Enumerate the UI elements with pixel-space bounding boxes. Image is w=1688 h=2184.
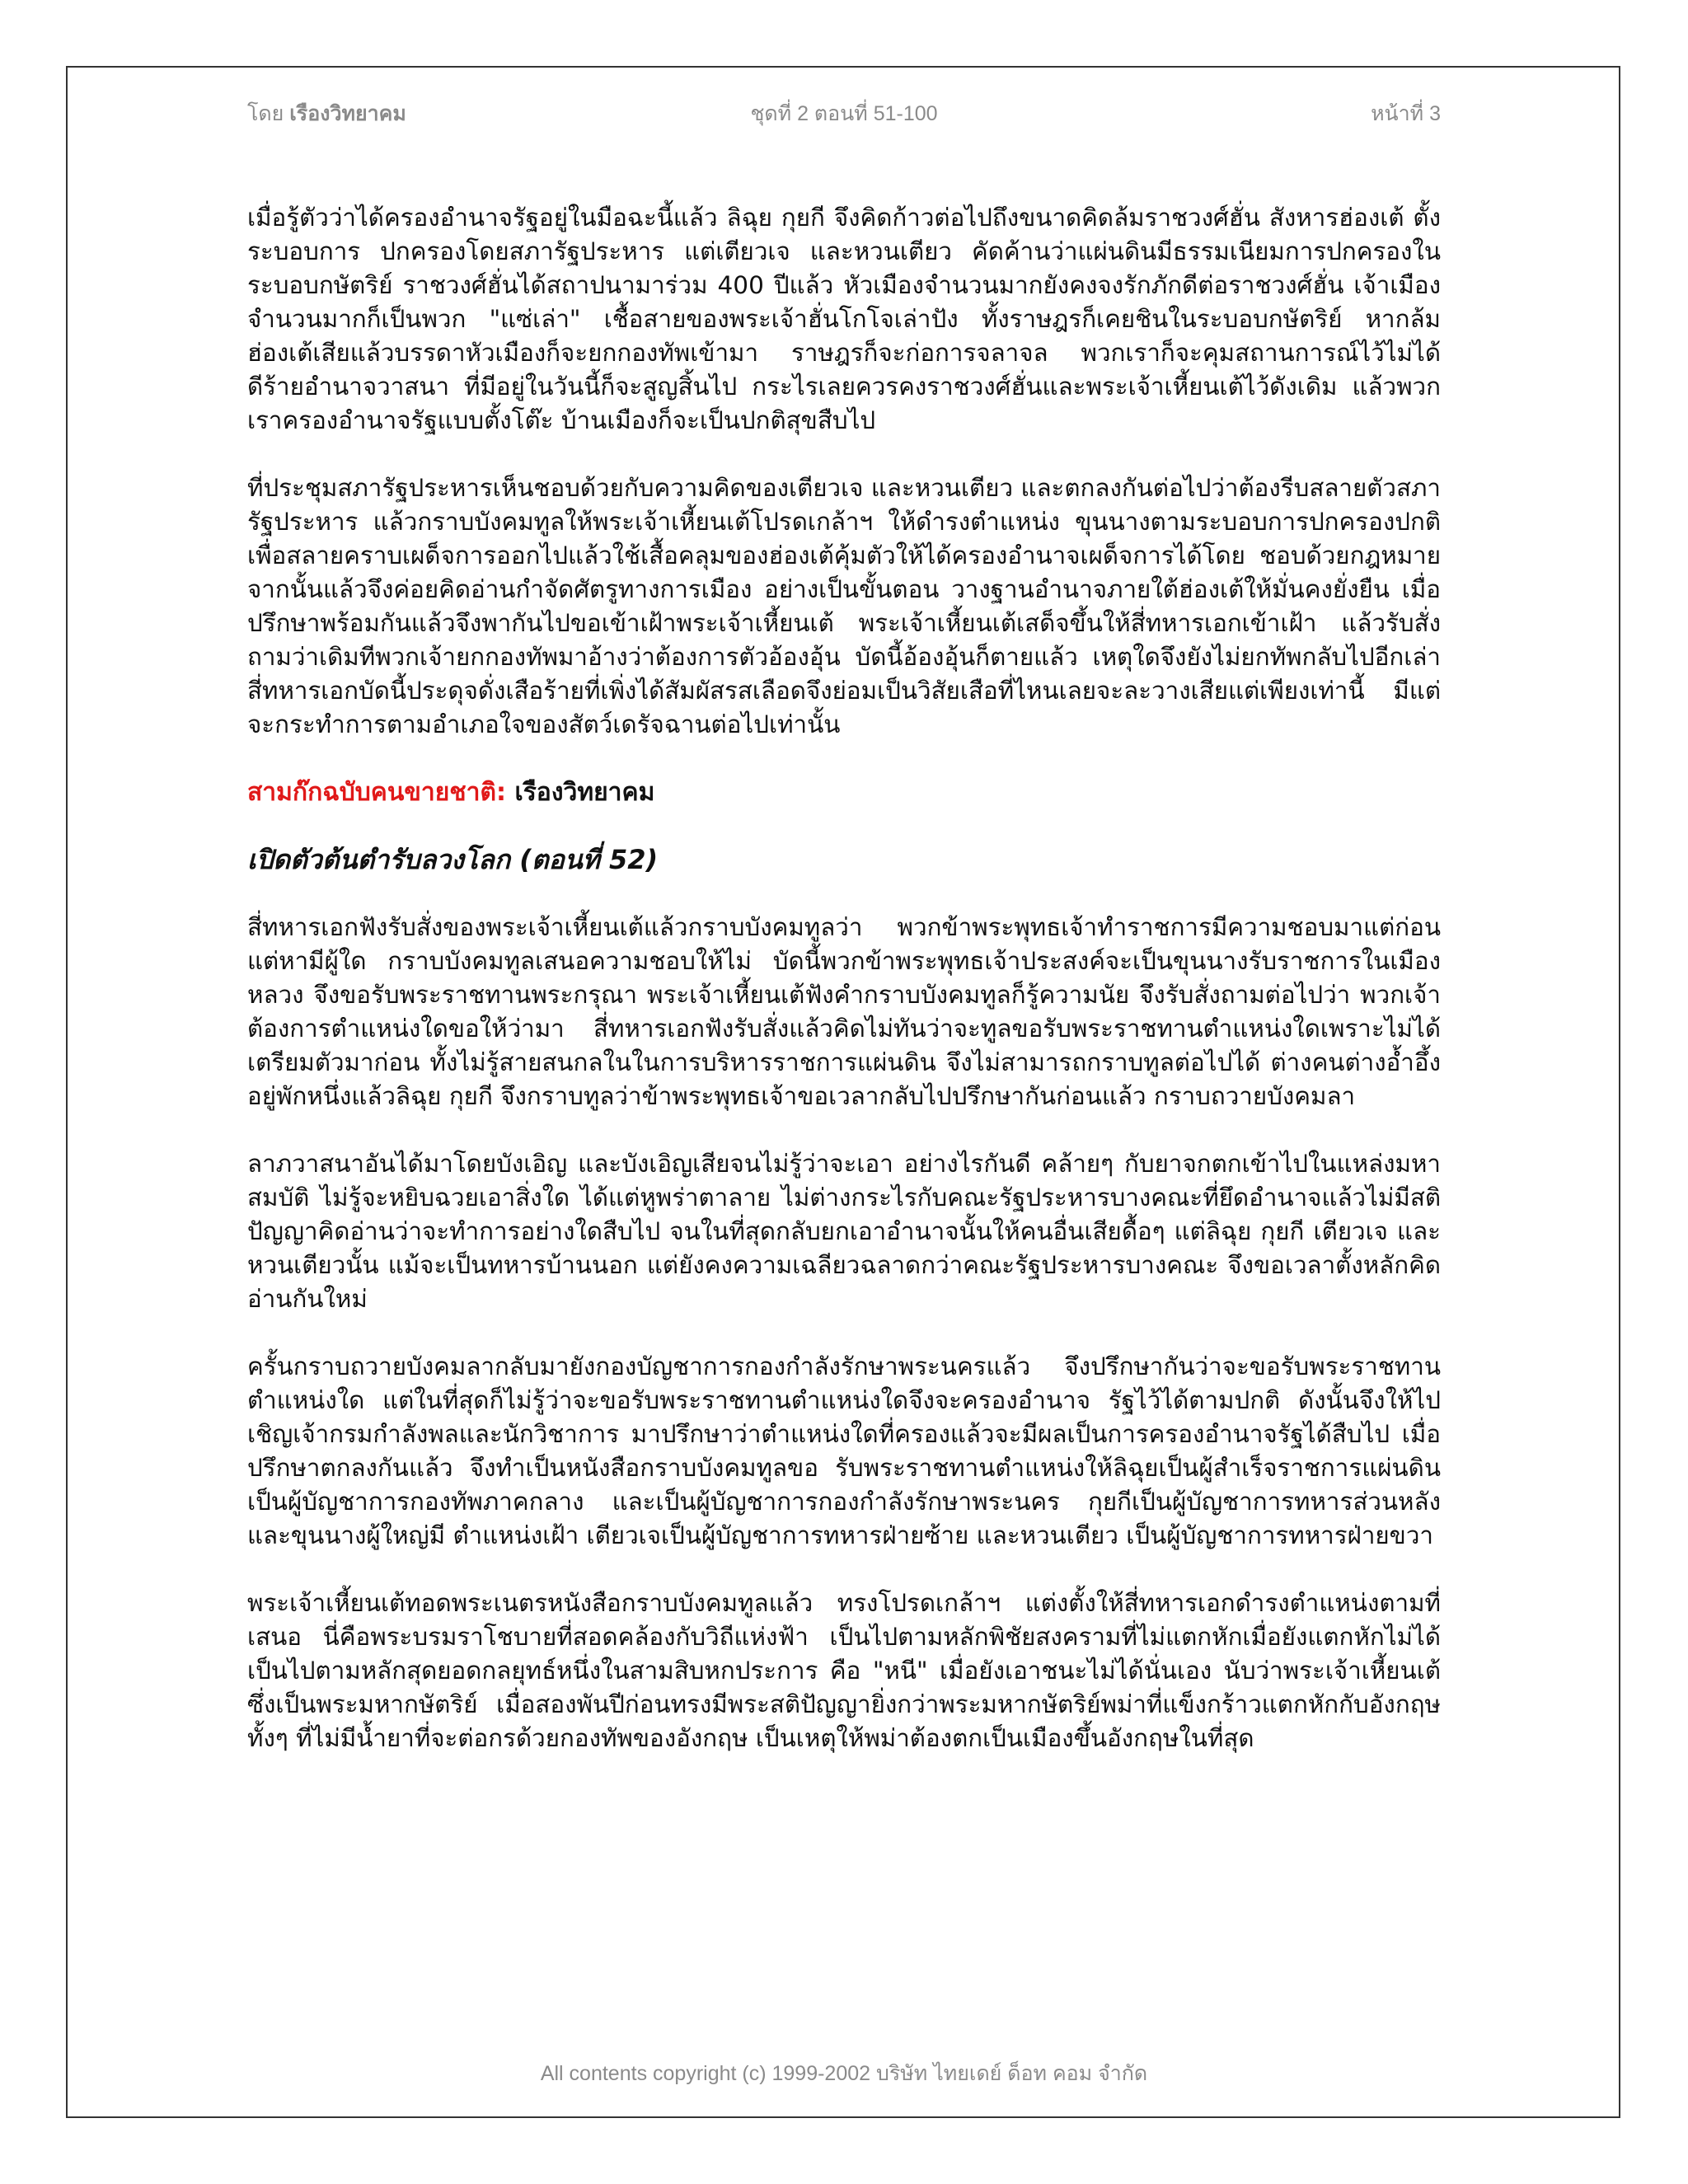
paragraph: พระเจ้าเหี้ยนเต้ทอดพระเนตรหนังสือกราบบังคมทูลแล้ว ทรงโปรดเกล้าฯ แต่งตั้งให้สี่ทหารเอกดำรงตำแหน่งตามที่เสนอ นี่คือพระบรมราโชบายที่สอดคล้องกับวิถีแห่งฟ้า เป็นไปตามหลักพิชัยสงครามที่ไม่แตกหักเมื่อยังแตกหักไม่ได้ เป็นไปตามหลักสุดยอดกลยุทธ์หนึ่งในสามสิบหกประการ คือ "หนี" เมื่อยังเอาชนะไม่ได้นั่นเอง นับว่าพระเจ้าเหี้ยนเต้ซึ่งเป็นพระมหากษัตริย์ เมื่อสองพันปีก่อนทรงมีพระสติปัญญายิ่งกว่าพระมหากษัตริย์พม่าที่แข็งกร้าวแตกหักกับอังกฤษ ทั้งๆ ที่ไม่มีน้ำยาที่จะต่อกรด้วยกองทัพของอังกฤษ เป็นเหตุให้พม่าต้องตกเป็นเมืองขึ้นอังกฤษในที่สุด bbox=[247, 1589, 1441, 1752]
paragraph: สี่ทหารเอกฟังรับสั่งของพระเจ้าเหี้ยนเต้แล้วกราบบังคมทูลว่า พวกข้าพระพุทธเจ้าทำราชการมีความชอบมาแต่ก่อน แต่หามีผู้ใด กราบบังคมทูลเสนอความชอบให้ไม่ บัดนี้พวกข้าพระพุทธเจ้าประสงค์จะเป็นขุนนางรับราชการในเมืองหลวง จึงขอรับพระราชทานพระกรุณา พระเจ้าเหี้ยนเต้ฟังคำกราบบังคมทูลก็รู้ความนัย จึงรับสั่งถามต่อไปว่า พวกเจ้าต้องการตำแหน่งใดขอให้ว่ามา สี่ทหารเอกฟังรับสั่งแล้วคิดไม่ทันว่าจะทูลขอรับพระราชทานตำแหน่งใดเพราะไม่ได้ เตรียมตัวมาก่อน ทั้งไม่รู้สายสนกลในในการบริหารราชการแผ่นดิน จึงไม่สามารถกราบทูลต่อไปได้ ต่างคนต่างอ้ำอึ้งอยู่พักหนึ่งแล้วลิฉุย กุยกี จึงกราบทูลว่าข้าพระพุทธเจ้าขอเวลากลับไปปรึกษากันก่อนแล้ว กราบถวายบังคมลา bbox=[247, 913, 1441, 1110]
page-header bbox=[247, 97, 1441, 130]
byline bbox=[247, 776, 1441, 809]
paragraph: ลาภวาสนาอันได้มาโดยบังเอิญ และบังเอิญเสียจนไม่รู้ว่าจะเอา อย่างไรกันดี คล้ายๆ กับยาจกตกเข้าไปในแหล่งมหาสมบัติ ไม่รู้จะหยิบฉวยเอาสิ่งใด ได้แต่หูพร่าตาลาย ไม่ต่างกระไรกับคณะรัฐประหารบางคณะที่ยึดอำนาจแล้วไม่มีสติปัญญาคิดอ่านว่าจะทำการอย่างใดสืบไป จนในที่สุดกลับยกเอาอำนาจนั้นให้คนอื่นเสียดื้อๆ แต่ลิฉุย กุยกี เตียวเจ และหวนเตียวนั้น แม้จะเป็นทหารบ้านนอก แต่ยังคงความเฉลียวฉลาดกว่าคณะรัฐประหารบางคณะ จึงขอเวลาตั้งหลักคิดอ่านกันใหม่ bbox=[247, 1150, 1441, 1313]
header-series: ชุดที่ 2 ตอนที่ 51-100 bbox=[750, 102, 938, 125]
copyright-footer: All contents copyright (c) 1999-2002 บริษัท ไทยเดย์ ด็อท คอม จำกัด bbox=[540, 2062, 1148, 2085]
paragraph: ครั้นกราบถวายบังคมลากลับมายังกองบัญชาการกองกำลังรักษาพระนครแล้ว จึงปรึกษากันว่าจะขอรับพระราชทานตำแหน่งใด แต่ในที่สุดก็ไม่รู้ว่าจะขอรับพระราชทานตำแหน่งใดจึงจะครองอำนาจ รัฐไว้ได้ตามปกติ ดังนั้นจึงให้ไปเชิญเจ้ากรมกำลังพลและนักวิชาการ มาปรึกษาว่าตำแหน่งใดที่ครองแล้วจะมีผลเป็นการครองอำนาจรัฐได้สืบไป เมื่อปรึกษาตกลงกันแล้ว จึงทำเป็นหนังสือกราบบังคมทูลขอ รับพระราชทานตำแหน่งให้ลิฉุยเป็นผู้สำเร็จราชการแผ่นดิน เป็นผู้บัญชาการกองทัพภาคกลาง และเป็นผู้บัญชาการกองกำลังรักษาพระนคร กุยกีเป็นผู้บัญชาการทหารส่วนหลัง และขุนนางผู้ใหญ่มี ตำแหน่งเฝ้า เตียวเจเป็นผู้บัญชาการทหารฝ่ายซ้าย และหวนเตียว เป็นผู้บัญชาการทหารฝ่ายขวา bbox=[247, 1352, 1441, 1549]
byline-series-label: สามก๊กฉบับคนขายชาติ: bbox=[247, 778, 506, 807]
byline-author: เรืองวิทยาคม bbox=[514, 778, 655, 807]
article-body bbox=[247, 201, 1441, 1789]
paragraph: ที่ประชุมสภารัฐประหารเห็นชอบด้วยกับความคิดของเตียวเจ และหวนเตียว และตกลงกันต่อไปว่าต้องรีบสลายตัวสภารัฐประหาร แล้วกราบบังคมทูลให้พระเจ้าเหี้ยนเต้โปรดเกล้าฯ ให้ดำรงตำแหน่ง ขุนนางตามระบอบการปกครองปกติ เพื่อสลายคราบเผด็จการออกไปแล้วใช้เสื้อคลุมของฮ่องเต้คุ้มตัวให้ได้ครองอำนาจเผด็จการได้โดย ชอบด้วยกฎหมาย จากนั้นแล้วจึงค่อยคิดอ่านกำจัดศัตรูทางการเมือง อย่างเป็นขั้นตอน วางฐานอำนาจภายใต้ฮ่องเต้ให้มั่นคงยั่งยืน เมื่อปรึกษาพร้อมกันแล้วจึงพากันไปขอเข้าเฝ้าพระเจ้าเหี้ยนเต้ พระเจ้าเหี้ยนเต้เสด็จขึ้นให้สี่ทหารเอกเข้าเฝ้า แล้วรับสั่งถามว่าเดิมทีพวกเจ้ายกกองทัพมาอ้างว่าต้องการตัวอ้องอุ้น บัดนี้อ้องอุ้นก็ตายแล้ว เหตุใดจึงยังไม่ยกทัพกลับไปอีกเล่า สี่ทหารเอกบัดนี้ประดุจดั่งเสือร้ายที่เพิ่งได้สัมผัสรสเลือดจึงย่อมเป็นวิสัยเสือที่ไหนเลยจะละวางเสียแต่เพียงเท่านี้ มีแต่จะกระทำการตามอำเภอใจของสัตว์เดรัจฉานต่อไปเท่านั้น bbox=[247, 474, 1441, 738]
header-page-number: หน้าที่ 3 bbox=[1371, 102, 1441, 125]
paragraph: เมื่อรู้ตัวว่าได้ครองอำนาจรัฐอยู่ในมือฉะนี้แล้ว ลิฉุย กุยกี จึงคิดก้าวต่อไปถึงขนาดคิดล้มราชวงศ์ฮั่น สังหารฮ่องเต้ ตั้งระบอบการ ปกครองโดยสภารัฐประหาร แต่เตียวเจ และหวนเตียว คัดค้านว่าแผ่นดินมีธรรมเนียมการปกครองในระบอบกษัตริย์ ราชวงศ์ฮั่นได้สถาปนามาร่วม 400 ปีแล้ว หัวเมืองจำนวนมากยังคงจงรักภักดีต่อราชวงศ์ฮั่น เจ้าเมืองจำนวนมากก็เป็นพวก "แซ่เล่า" เชื้อสายของพระเจ้าฮั่นโกโจเล่าปัง ทั้งราษฎรก็เคยชินในระบอบกษัตริย์ หากล้มฮ่องเต้เสียแล้วบรรดาหัวเมืองก็จะยกกองทัพเข้ามา ราษฎรก็จะก่อการจลาจล พวกเราก็จะคุมสถานการณ์ไว้ไม่ได้ ดีร้ายอำนาจวาสนา ที่มีอยู่ในวันนี้ก็จะสูญสิ้นไป กระไรเลยควรคงราชวงศ์ฮั่นและพระเจ้าเหี้ยนเต้ไว้ดังเดิม แล้วพวกเราครองอำนาจรัฐแบบตั้งโต๊ะ บ้านเมืองก็จะเป็นปกติสุขสืบไป bbox=[247, 204, 1441, 434]
header-by-label: โดย bbox=[247, 102, 284, 125]
header-author-name: เรืองวิทยาคม bbox=[289, 102, 406, 125]
episode-title: เปิดตัวต้นตำรับลวงโลก (ตอนที่ 52) bbox=[247, 844, 659, 875]
